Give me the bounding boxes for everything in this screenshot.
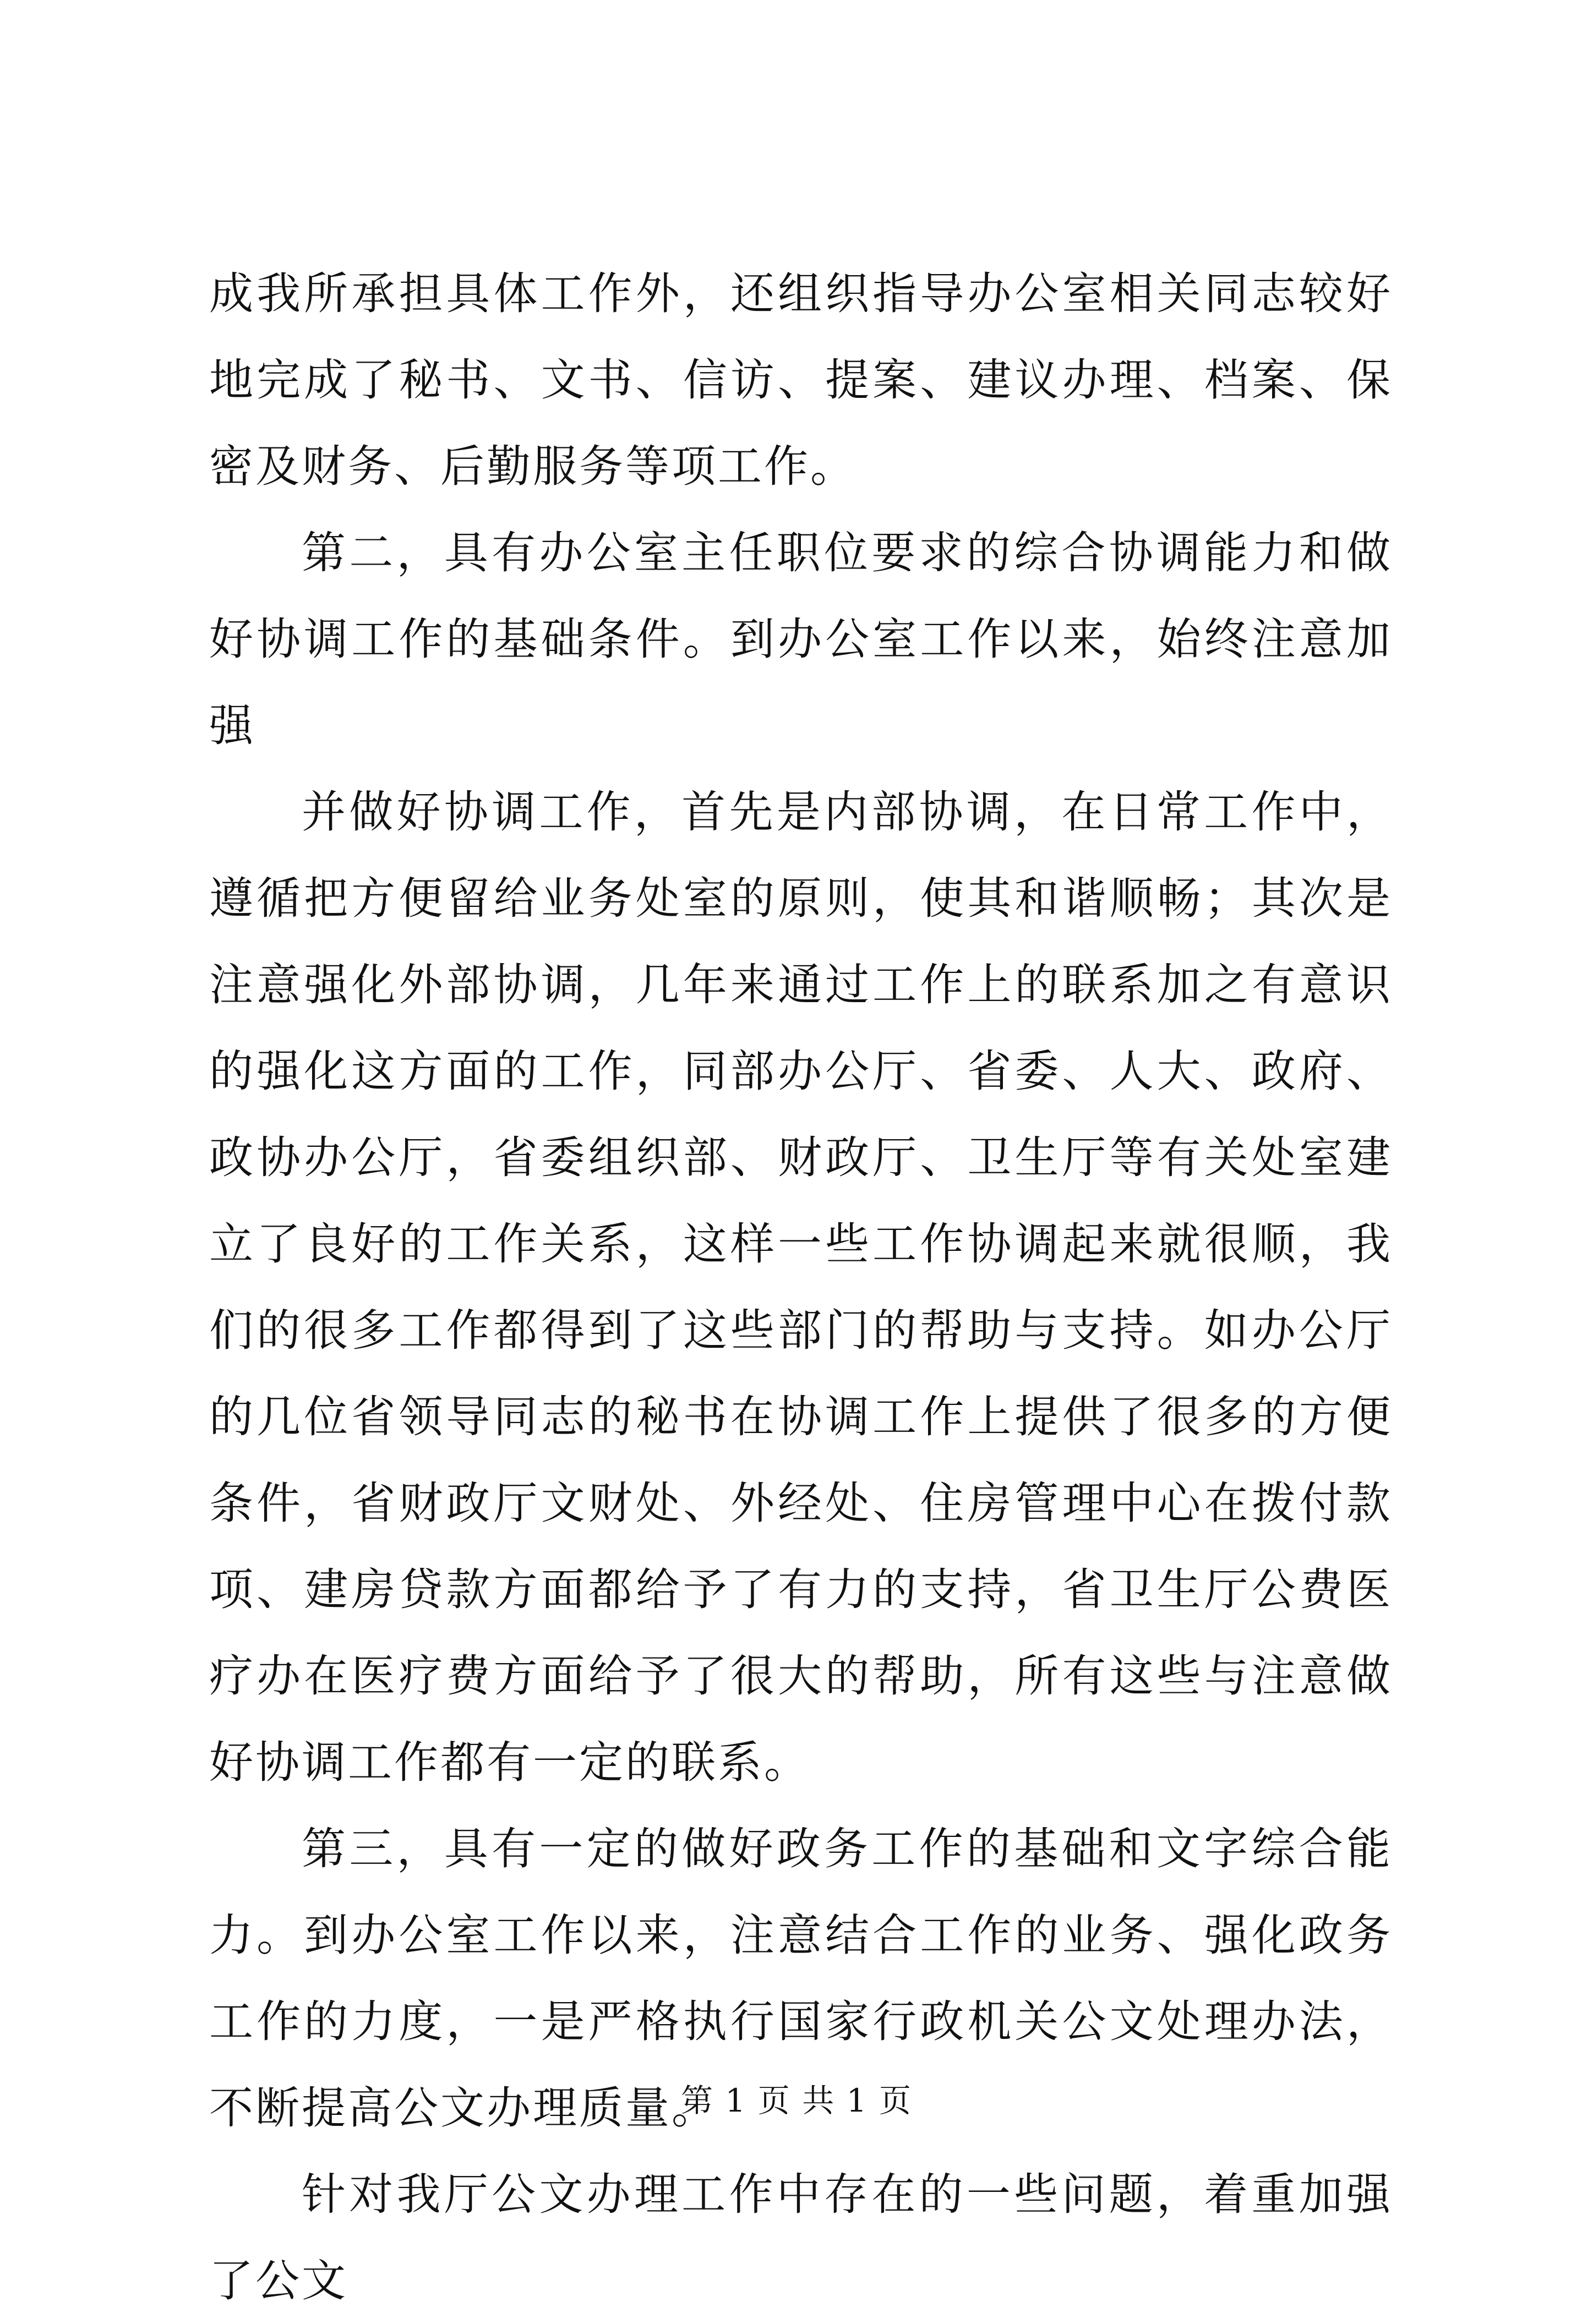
paragraph-5: 针对我厅公文办理工作中存在的一些问题，着重加强了公文 [209,2169,1393,2306]
document-body [209,250,1393,2324]
paragraph-2: 第二，具有办公室主任职位要求的综合协调能力和做好协调工作的基础条件。到办公室工作以来，始终注意加强 [209,527,1393,751]
paragraph-1: 成我所承担具体工作外，还组织指导办公室相关同志较好地完成了秘书、文书、信访、提案、建议办理、档案、保密及财务、后勤服务等项工作。 [209,268,1393,492]
paragraph-3: 并做好协调工作，首先是内部协调，在日常工作中，遵循把方便留给业务处室的原则，使其和谐顺畅；其次是注意强化外部协调，几年来通过工作上的联系加之有意识的强化这方面的工作，同部办公厅、省委、人大、政府、政协办公厅，省委组织部、财政厅、卫生厅等有关处室建立了良好的工作关系，这样一些工作协调起来就很顺，我们的很多工作都得到了这些部门的帮助与支持。如办公厅的几位省领导同志的秘书在协调工作上提供了很多的方便条件，省财政厅文财处、外经处、住房管理中心在拨付款项、建房贷款方面都给予了有力的支持，省卫生厅公费医疗办在医疗费方面给予了很大的帮助，所有这些与注意做好协调工作都有一定的联系。 [209,786,1393,1788]
page-footer: 第 1 页 共 1 页 [681,2082,912,2119]
paragraph-4: 第三，具有一定的做好政务工作的基础和文字综合能力。到办公室工作以来，注意结合工作的业务、强化政务工作的力度，一是严格执行国家行政机关公文处理办法，不断提高公文办理质量。 [209,1823,1393,2134]
